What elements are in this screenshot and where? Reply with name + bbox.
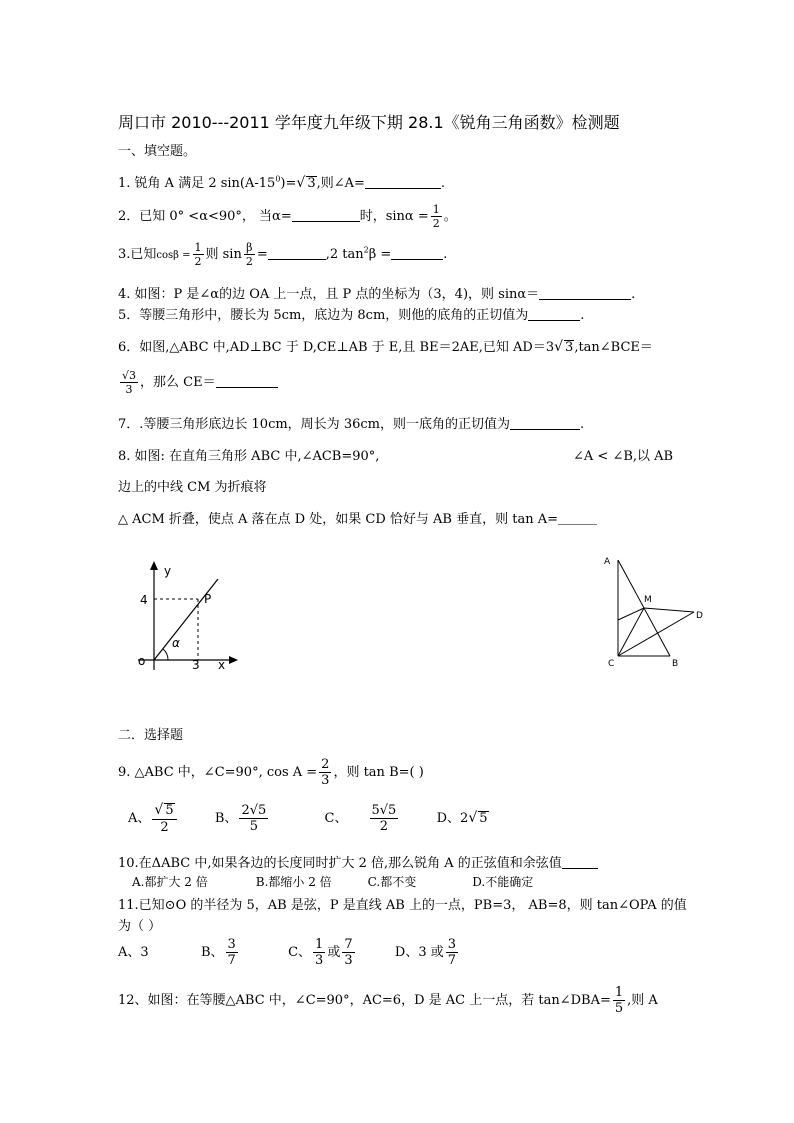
label-b: B bbox=[672, 659, 679, 669]
answer-blank[interactable] bbox=[365, 175, 441, 189]
x-axis-arrow-icon bbox=[229, 656, 238, 664]
option-b[interactable]: B、 bbox=[200, 945, 224, 960]
question-8-condition: ∠A < ∠B,以 AB bbox=[573, 449, 674, 464]
option-d[interactable]: D.不能确定 bbox=[472, 875, 534, 889]
option-c[interactable]: C、 bbox=[324, 811, 348, 827]
option-b[interactable]: B、 bbox=[214, 811, 238, 827]
answer-blank[interactable] bbox=[539, 286, 631, 300]
question-12: 12、如图：在等腰△ABC 中，∠C=90°，AC=6，D 是 AC 上一点，若 tan∠DBA= $\frac{1}{5}$ ,则 A bbox=[118, 985, 658, 1016]
label-alpha: α bbox=[172, 636, 180, 650]
question-2: 2．已知 0° <α<90°， 当α= 时，sinα = $\frac{1}{2}$ 。 bbox=[118, 203, 457, 230]
figure-triangle-fold bbox=[598, 550, 710, 672]
question-11-continued: 为（ ） bbox=[118, 919, 162, 934]
question-8-line-2: 边上的中线 CM 为折痕将 bbox=[118, 480, 267, 495]
label-o: o bbox=[138, 654, 146, 668]
label-d: D bbox=[696, 611, 703, 621]
question-1: 1. 锐角 A 满足 2 $\sin(A-15^0)=√$ 3,则∠A= . bbox=[118, 174, 446, 191]
question-9: 9. △ABC 中，∠C=90°, cos A = $\frac{2}{3}$ ，则 tan B=( ) bbox=[118, 757, 424, 788]
label-x: x bbox=[218, 658, 226, 672]
question-7: 7．.等腰三角形底边长 10cm，周长为 36cm，则一底角的正切值为 . bbox=[118, 417, 585, 432]
option-a[interactable]: A、3 bbox=[118, 945, 149, 960]
section-choice-heading: 二．选择题 bbox=[118, 728, 184, 743]
label-y: y bbox=[164, 564, 172, 578]
question-5: 5．等腰三角形中，腰长为 5cm，底边为 8cm，则他的底角的正切值为 . bbox=[118, 308, 585, 323]
option-c[interactable]: C、 bbox=[288, 945, 312, 960]
option-d[interactable]: D、2 bbox=[436, 811, 469, 827]
page-title: 周口市 2010---2011 学年度九年级下期 28.1《锐角三角函数》检测题 bbox=[118, 113, 620, 132]
answer-blank[interactable] bbox=[268, 246, 326, 260]
option-c[interactable]: C.都不变 bbox=[367, 875, 417, 889]
question-3: 3.已知cosβ = $\frac{1}{2}$ 则 sin $\frac{\beta}{2}$ = ,2 $\tan^2\beta$ = . bbox=[118, 241, 448, 268]
answer-blank[interactable] bbox=[216, 374, 278, 388]
question-9-options: A、 $\frac{√ 5}{2}$ B、 $\frac{2√5}{5}$ C、 $\frac{5√5}{2}$ D、2√ 5 bbox=[128, 802, 488, 836]
question-11: 11.已知⊙O 的半径为 5，AB 是弦，P 是直线 AB 上的一点，PB=3， AB=8，则 tan∠OPA 的值 bbox=[118, 898, 687, 913]
question-10-options bbox=[132, 873, 533, 890]
question-6: 6．如图,△ABC 中,AD⊥BC 于 D,CE⊥AB 于 E,且 BE＝2AE,已知 AD＝3√ 3,tan∠BCE＝ bbox=[118, 339, 653, 355]
option-d[interactable]: D、3 或 bbox=[394, 945, 444, 960]
label-m: M bbox=[644, 595, 652, 605]
option-b[interactable]: B.都缩小 2 倍 bbox=[255, 875, 332, 889]
question-8-line-3: △ ACM 折叠，使点 A 落在点 D 处，如果 CD 恰好与 AB 垂直，则 tan A=＿＿＿ bbox=[118, 512, 597, 527]
label-a: A bbox=[604, 557, 611, 567]
figure-coordinate-angle bbox=[128, 555, 248, 675]
answer-blank[interactable] bbox=[562, 855, 598, 869]
question-11-options: A、3 B、 $\frac{3}{7}$ C、 $\frac{1}{3}$ 或 $\frac{7}{3}$ D、3 或 $\frac{3}{7}$ bbox=[118, 937, 456, 968]
label-c: C bbox=[608, 659, 615, 669]
answer-blank[interactable] bbox=[510, 416, 580, 430]
question-4: 4. 如图：P 是∠α的边 OA 上一点，且 P 点的坐标为（3，4)，则 sinα＝ . bbox=[118, 287, 636, 302]
question-6-continued: $\frac{√3}{3}$ ，那么 CE＝ bbox=[118, 370, 278, 395]
answer-blank[interactable] bbox=[391, 246, 443, 260]
label-3: 3 bbox=[192, 658, 200, 672]
option-a[interactable]: A、 bbox=[128, 811, 151, 827]
question-10: 10.在ΔABC 中,如果各边的长度同时扩大 2 倍,那么锐角 A 的正弦值和余弦值 bbox=[118, 852, 598, 871]
question-8: 8. 如图: 在直角三角形 ABC 中,∠ACB=90°, bbox=[118, 449, 380, 464]
y-axis-arrow-icon bbox=[150, 561, 158, 570]
answer-blank[interactable] bbox=[292, 208, 360, 222]
section-fill-in-heading: 一、填空题。 bbox=[118, 144, 197, 159]
label-p: P bbox=[204, 592, 212, 606]
answer-blank[interactable] bbox=[528, 307, 580, 321]
option-a[interactable]: A.都扩大 2 倍 bbox=[132, 875, 208, 889]
label-4: 4 bbox=[140, 593, 148, 607]
